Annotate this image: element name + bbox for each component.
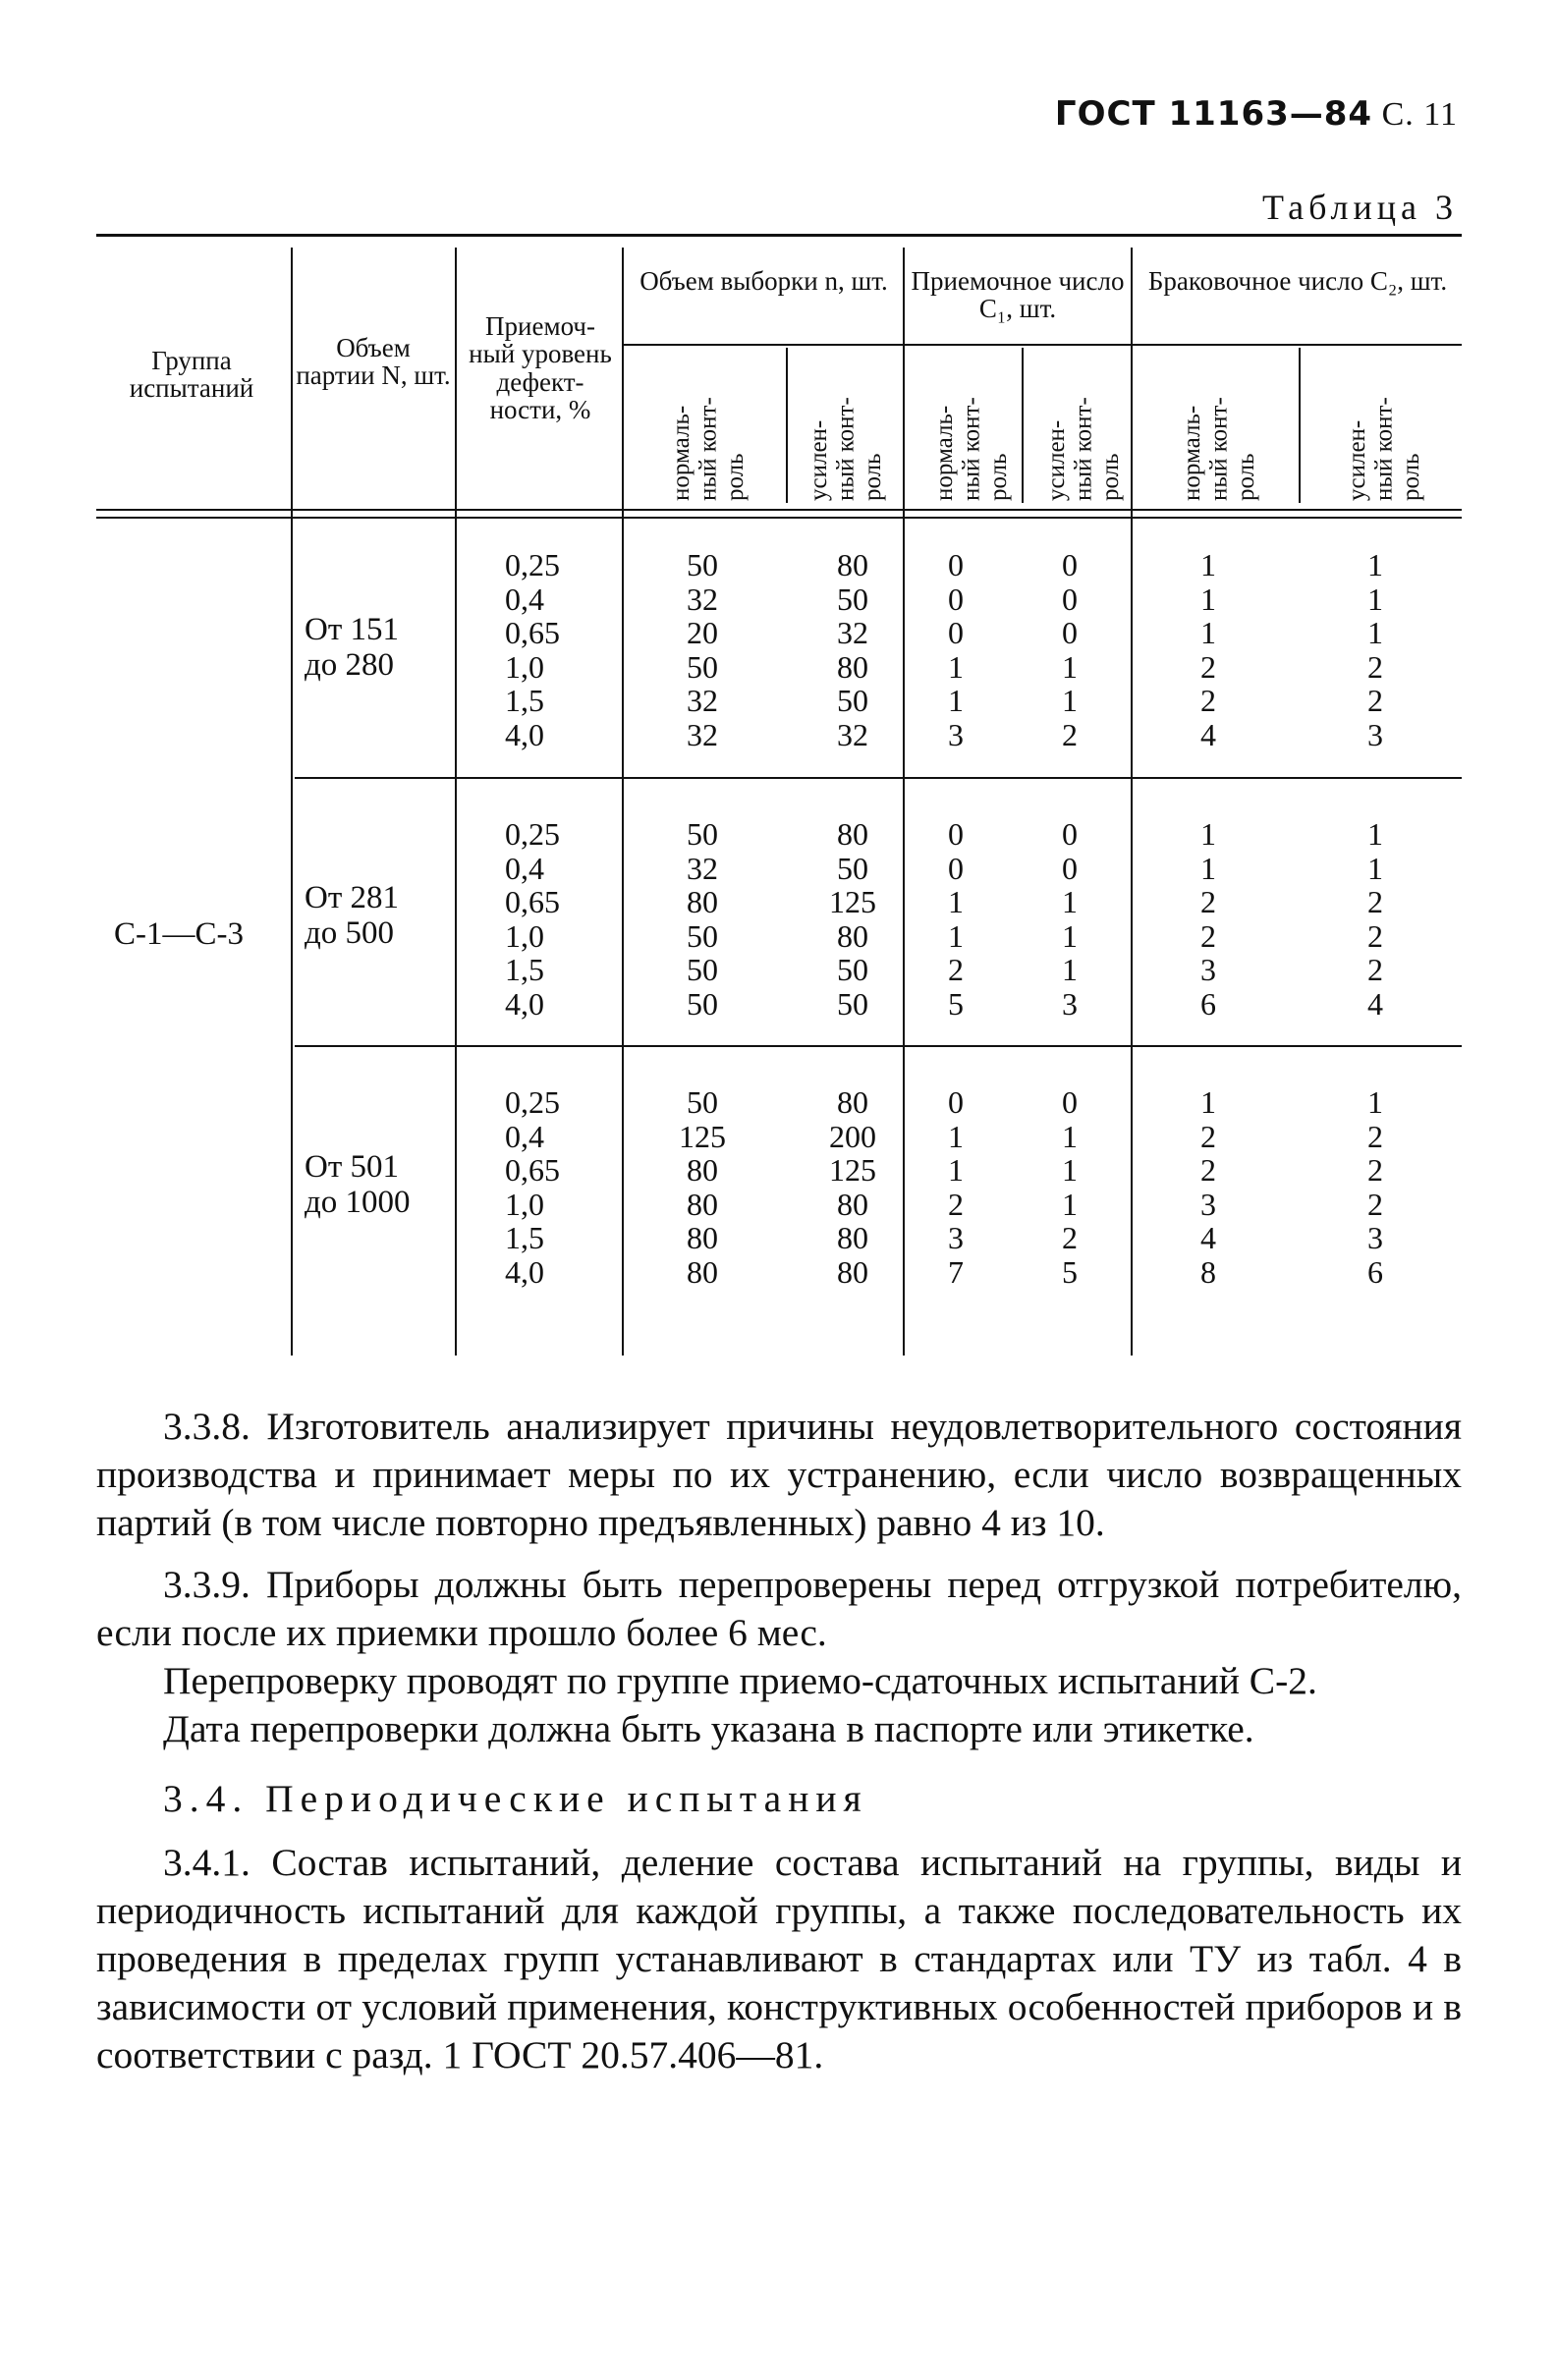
section-title: 3.4. Периодические испытания bbox=[163, 1777, 868, 1820]
accept-tightened-values: 0 0 0 1 1 2 bbox=[1062, 547, 1078, 752]
col-divider-6 bbox=[1022, 348, 1024, 503]
aql-values: 0,25 0,4 0,65 1,0 1,5 4,0 bbox=[505, 1084, 560, 1290]
header-bottom-rule bbox=[96, 509, 1462, 511]
paragraph-3-4-1: 3.4.1. Состав испытаний, деление состава испытаний на группы, виды и периодичность испытаний для каждой группы, а также последовательность их проведения в пределах групп устанавливают в стандартах или ТУ из табл. 4 в зависимости от условий применения, конструктивных особенностей приборов и в соответствии с разд. 1 ГОСТ 20.57.406—81. bbox=[96, 1841, 1462, 2076]
header-reject-number: Браковочное число C₂, шт. bbox=[1147, 266, 1448, 296]
lot-size-range: От 501 до 1000 bbox=[305, 1149, 411, 1220]
lot-size-range: От 281 до 500 bbox=[305, 880, 400, 951]
lot-size-range: От 151 до 280 bbox=[305, 612, 400, 683]
document-number: ГОСТ 11163—84 bbox=[1054, 94, 1373, 134]
reject-tightened-values: 1 1 1 2 2 3 bbox=[1367, 547, 1383, 752]
body-text bbox=[96, 1403, 1462, 2079]
paragraph-recheck-date: Дата перепроверки должна быть указана в паспорте или этикетке. bbox=[163, 1707, 1254, 1750]
reject-tightened-values: 1 1 2 2 2 4 bbox=[1367, 816, 1383, 1022]
table-caption: Таблица 3 bbox=[1262, 188, 1458, 227]
sample-normal-values: 50 32 80 50 50 50 bbox=[687, 816, 718, 1022]
col-divider-1 bbox=[291, 248, 293, 1356]
col-divider-4 bbox=[786, 348, 788, 503]
page-number: С. 11 bbox=[1381, 96, 1458, 133]
accept-tightened-values: 0 0 1 1 1 3 bbox=[1062, 816, 1078, 1022]
header-group: Группа испытаний bbox=[129, 346, 254, 404]
header-c1-tightened: усилен- ный конт- роль bbox=[1043, 397, 1124, 501]
header-n-tightened: усилен- ный конт- роль bbox=[806, 397, 886, 501]
paragraph-3-3-9: 3.3.9. Приборы должны быть перепроверены перед отгрузкой потребителю, если после их приемки прошло более 6 мес. bbox=[96, 1563, 1462, 1654]
sample-normal-values: 50 32 20 50 32 32 bbox=[687, 547, 718, 752]
accept-normal-values: 0 1 1 2 3 7 bbox=[948, 1084, 964, 1290]
accept-tightened-values: 0 1 1 1 2 5 bbox=[1062, 1084, 1078, 1290]
aql-values: 0,25 0,4 0,65 1,0 1,5 4,0 bbox=[505, 816, 560, 1022]
accept-normal-values: 0 0 0 1 1 3 bbox=[948, 547, 964, 752]
subheader-rule bbox=[622, 344, 1462, 346]
header-n-normal: нормаль- ный конт- роль bbox=[668, 397, 749, 501]
accept-normal-values: 0 0 1 1 2 5 bbox=[948, 816, 964, 1022]
reject-normal-values: 1 1 2 2 3 6 bbox=[1200, 816, 1216, 1022]
header-sample-size: Объем выборки n, шт. bbox=[639, 266, 888, 296]
paragraph-3-3-8: 3.3.8. Изготовитель анализирует причины неудовлетворительного состояния производства и принимает меры по их устранению, если число возвращенных партий (в том числе повторно предъявленных) равно 4 из 10. bbox=[96, 1405, 1462, 1544]
reject-normal-values: 1 1 1 2 2 4 bbox=[1200, 547, 1216, 752]
block-divider-2 bbox=[295, 1045, 1462, 1047]
header-c2-tightened: усилен- ный конт- роль bbox=[1344, 397, 1424, 501]
reject-tightened-values: 1 2 2 2 3 6 bbox=[1367, 1084, 1383, 1290]
col-divider-8 bbox=[1299, 348, 1301, 503]
header-lot-size: Объем партии N, шт. bbox=[296, 333, 451, 391]
page-header bbox=[1055, 94, 1458, 134]
block-divider-1 bbox=[295, 777, 1462, 779]
paragraph-recheck-group: Перепроверку проводят по группе приемо-сдаточных испытаний С-2. bbox=[163, 1659, 1317, 1702]
sample-normal-values: 50 125 80 80 80 80 bbox=[679, 1084, 726, 1290]
reject-normal-values: 1 2 2 3 4 8 bbox=[1200, 1084, 1216, 1290]
col-divider-3 bbox=[622, 248, 624, 1356]
header-c2-normal: нормаль- ный конт- роль bbox=[1179, 397, 1259, 501]
header-c1-normal: нормаль- ный конт- роль bbox=[931, 397, 1012, 501]
table-top-rule bbox=[96, 234, 1462, 237]
sample-tightened-values: 80 200 125 80 80 80 bbox=[829, 1084, 876, 1290]
col-divider-5 bbox=[903, 248, 905, 1356]
test-group-label: С-1—С-3 bbox=[114, 916, 244, 952]
aql-values: 0,25 0,4 0,65 1,0 1,5 4,0 bbox=[505, 547, 560, 752]
header-aql: Приемоч- ный уровень дефект- ности, % bbox=[469, 311, 612, 425]
col-divider-2 bbox=[455, 248, 457, 1356]
sample-tightened-values: 80 50 125 80 50 50 bbox=[829, 816, 876, 1022]
col-divider-7 bbox=[1131, 248, 1133, 1356]
header-accept-number: Приемочное число C₁, шт. bbox=[911, 266, 1125, 324]
sample-tightened-values: 80 50 32 80 50 32 bbox=[837, 547, 868, 752]
header-bottom-rule-2 bbox=[96, 517, 1462, 519]
